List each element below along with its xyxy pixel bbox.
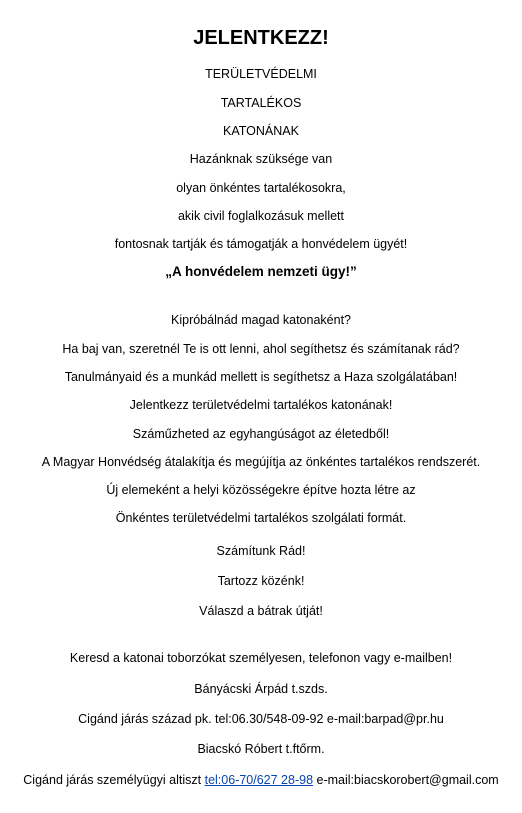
para1-line-2: olyan önkéntes tartalékosokra,	[176, 181, 346, 195]
last-line-suffix: e-mail:biacskorobert@gmail.com	[313, 773, 499, 787]
para2-line-4: Jelentkezz területvédelmi tartalékos katonának!	[129, 398, 393, 412]
para1-line-4: fontosnak tartják és támogatják a honvédelem ügyét!	[114, 237, 408, 251]
para3-line-1: Számítunk Rád!	[216, 544, 306, 558]
intro-line-2: TARTALÉKOS	[220, 96, 302, 110]
para2-line-3: Tanulmányaid és a munkád mellett is segíthetsz a Haza szolgálatában!	[64, 370, 458, 384]
slogan: „A honvédelem nemzeti ügy!”	[165, 264, 357, 279]
contact-line-3: Cigánd járás század pk. tel:06.30/548-09-92 e-mail:barpad@pr.hu	[78, 712, 444, 726]
para1-line-3: akik civil foglalkozásuk mellett	[177, 209, 345, 223]
contact-line-1: Keresd a katonai toborzókat személyesen, telefonon vagy e-mailben!	[69, 651, 453, 665]
intro-line-3: KATONÁNAK	[223, 124, 299, 138]
phone-link[interactable]: tel:06-70/627 28-98	[204, 773, 314, 787]
para3-line-2: Tartozz közénk!	[217, 574, 305, 588]
para1-line-1: Hazánknak szüksége van	[189, 152, 333, 166]
contact-line-4: Biacskó Róbert t.ftőrm.	[197, 742, 325, 756]
para2-line-5: Száműzheted az egyhangúságot az életedből!	[132, 427, 390, 441]
page-title: JELENTKEZZ!	[193, 27, 329, 49]
para2-line-7: Új elemeként a helyi közösségekre építve hozta létre az	[106, 483, 416, 497]
para3-line-3: Válaszd a bátrak útját!	[199, 604, 323, 618]
para2-line-1: Kipróbálnád magad katonaként?	[171, 313, 351, 327]
para2-line-8: Önkéntes területvédelmi tartalékos szolgálati formát.	[115, 511, 407, 525]
para2-line-2: Ha baj van, szeretnél Te is ott lenni, ahol segíthetsz és számítanak rád?	[62, 342, 460, 356]
contact-line-2: Bányácski Árpád t.szds.	[194, 682, 328, 696]
intro-line-1: TERÜLETVÉDELMI	[205, 67, 317, 81]
contact-line-5	[0, 772, 522, 788]
last-line-prefix: Cigánd járás személyügyi altiszt	[23, 773, 205, 787]
para2-line-6: A Magyar Honvédség átalakítja és megújítja az önkéntes tartalékos rendszerét.	[41, 455, 481, 469]
